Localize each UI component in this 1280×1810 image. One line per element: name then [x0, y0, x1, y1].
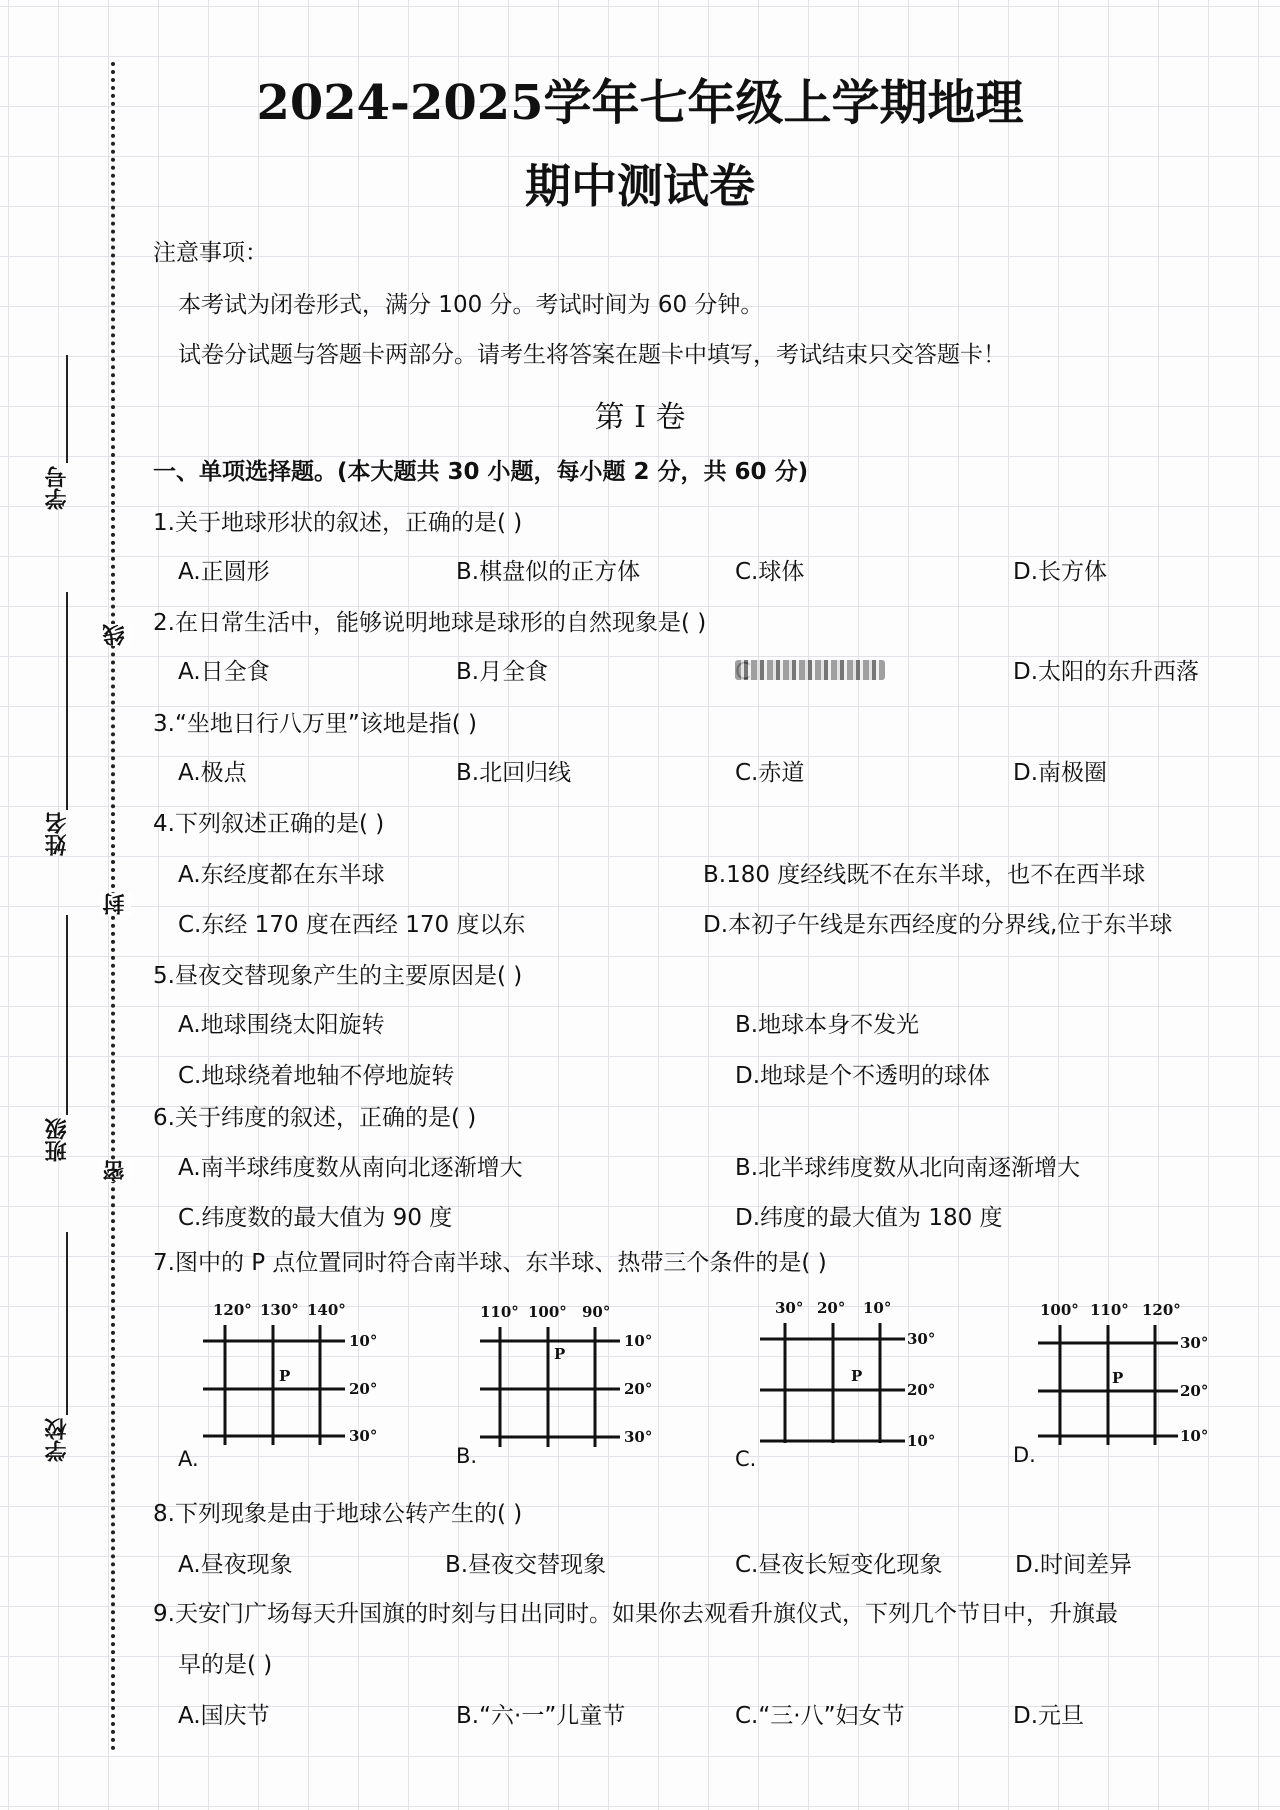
svg-text:30°: 30° — [1180, 1334, 1209, 1352]
svg-text:30°: 30° — [907, 1330, 936, 1348]
question-stem-continued: 早的是( ) — [178, 1652, 273, 1678]
option-c[interactable]: C.昼夜长短变化现象 — [735, 1552, 943, 1578]
svg-text:100°: 100° — [1040, 1301, 1079, 1319]
name-blank[interactable] — [66, 592, 68, 810]
option-c[interactable]: C. — [735, 1447, 757, 1471]
option-b[interactable]: B.棋盘似的正方体 — [456, 559, 641, 585]
student-id-label: 学号 — [45, 466, 70, 510]
svg-text:140°: 140° — [307, 1301, 346, 1319]
question-stem: 7.图中的 P 点位置同时符合南半球、东半球、热带三个条件的是( ) — [153, 1250, 827, 1276]
option-b[interactable]: B.地球本身不发光 — [735, 1012, 920, 1038]
svg-text:P: P — [554, 1345, 566, 1363]
option-a[interactable]: A.极点 — [178, 760, 247, 786]
name-label: 姓名 — [45, 812, 70, 856]
option-b[interactable]: B.“六·一”儿童节 — [456, 1703, 626, 1729]
option-b[interactable]: B.月全食 — [456, 659, 549, 685]
coordinate-grid-a — [195, 1295, 395, 1455]
option-d[interactable]: D.元旦 — [1013, 1703, 1085, 1729]
option-b[interactable]: B.昼夜交替现象 — [445, 1552, 607, 1578]
question-stem: 6.关于纬度的叙述，正确的是( ) — [153, 1105, 477, 1131]
option-b[interactable]: B. — [456, 1444, 478, 1468]
svg-text:P: P — [279, 1367, 291, 1385]
option-a[interactable]: A.国庆节 — [178, 1703, 270, 1729]
question-stem: 4.下列叙述正确的是( ) — [153, 811, 385, 837]
option-c[interactable]: C.纬度数的最大值为 90 度 — [178, 1205, 453, 1231]
option-a[interactable]: A.东经度都在东半球 — [178, 862, 385, 888]
option-d[interactable]: D.时间差异 — [1015, 1552, 1133, 1578]
option-b[interactable]: B.180 度经线既不在东半球，也不在西半球 — [703, 862, 1146, 888]
section-title: 第 I 卷 — [594, 400, 686, 435]
seal-mark-seal: 封 — [100, 893, 131, 915]
svg-text:120°: 120° — [1142, 1301, 1181, 1319]
svg-text:10°: 10° — [1180, 1427, 1209, 1445]
option-d[interactable]: D.纬度的最大值为 180 度 — [735, 1205, 1003, 1231]
option-c[interactable]: C.球体 — [735, 559, 805, 585]
class-blank[interactable] — [66, 915, 68, 1115]
notice-heading: 注意事项： — [153, 240, 268, 266]
seal-mark-secret: 密 — [100, 1160, 131, 1182]
svg-text:P: P — [1112, 1369, 1124, 1387]
option-a[interactable]: A.日全食 — [178, 659, 270, 685]
notice-line: 试卷分试题与答题卡两部分。请考生将答案在题卡中填写，考试结束只交答题卡！ — [178, 342, 1006, 368]
svg-text:P: P — [851, 1367, 863, 1385]
option-c[interactable]: C.东经 170 度在西经 170 度以东 — [178, 912, 526, 938]
svg-text:110°: 110° — [1090, 1301, 1129, 1319]
svg-text:10°: 10° — [907, 1432, 936, 1450]
svg-text:120°: 120° — [213, 1301, 252, 1319]
svg-text:20°: 20° — [817, 1299, 846, 1317]
svg-text:110°: 110° — [480, 1303, 519, 1321]
svg-text:30°: 30° — [624, 1428, 653, 1446]
option-a[interactable]: A. — [178, 1447, 199, 1471]
svg-text:130°: 130° — [260, 1301, 299, 1319]
svg-text:10°: 10° — [624, 1332, 653, 1350]
svg-text:20°: 20° — [907, 1381, 936, 1399]
svg-text:20°: 20° — [1180, 1382, 1209, 1400]
svg-text:10°: 10° — [863, 1299, 892, 1317]
option-c[interactable]: C.地球绕着地轴不停地旋转 — [178, 1063, 455, 1089]
option-d[interactable]: D.地球是个不透明的球体 — [735, 1063, 991, 1089]
option-d[interactable]: D.长方体 — [1013, 559, 1108, 585]
option-a[interactable]: A.南半球纬度数从南向北逐渐增大 — [178, 1155, 523, 1181]
svg-text:10°: 10° — [349, 1332, 378, 1350]
exam-subtitle: 期中测试卷 — [525, 159, 755, 213]
school-label: 学校 — [45, 1418, 70, 1462]
svg-text:30°: 30° — [349, 1427, 378, 1445]
question-stem: 8.下列现象是由于地球公转产生的( ) — [153, 1501, 523, 1527]
question-stem: 3.“坐地日行八万里”该地是指( ) — [153, 711, 478, 737]
option-d[interactable]: D.太阳的东升西落 — [1013, 659, 1200, 685]
svg-text:20°: 20° — [624, 1380, 653, 1398]
option-d[interactable]: D.南极圈 — [1013, 760, 1108, 786]
coordinate-grid-d — [1030, 1295, 1230, 1455]
svg-text:20°: 20° — [349, 1380, 378, 1398]
question-stem: 9.天安门广场每天升国旗的时刻与日出同时。如果你去观看升旗仪式，下列几个节日中，升旗最 — [153, 1601, 1118, 1627]
school-blank[interactable] — [66, 1232, 68, 1415]
option-c[interactable]: C.“三·八”妇女节 — [735, 1703, 905, 1729]
part-heading: 一、单项选择题。(本大题共 30 小题，每小题 2 分，共 60 分) — [153, 459, 809, 485]
question-stem: 5.昼夜交替现象产生的主要原因是( ) — [153, 963, 523, 989]
svg-text:100°: 100° — [528, 1303, 567, 1321]
svg-text:30°: 30° — [775, 1299, 804, 1317]
svg-text:90°: 90° — [582, 1303, 611, 1321]
class-label: 班级 — [45, 1118, 70, 1162]
notice-line: 本考试为闭卷形式，满分 100 分。考试时间为 60 分钟。 — [178, 292, 764, 318]
option-a[interactable]: A.昼夜现象 — [178, 1552, 293, 1578]
option-b[interactable]: B.北半球纬度数从北向南逐渐增大 — [735, 1155, 1081, 1181]
option-d[interactable]: D. — [1013, 1443, 1036, 1467]
obscured-text — [735, 660, 885, 680]
question-stem: 1.关于地球形状的叙述，正确的是( ) — [153, 510, 523, 536]
option-d[interactable]: D.本初子午线是东西经度的分界线,位于东半球 — [703, 912, 1173, 938]
coordinate-grid-b — [470, 1297, 670, 1457]
seal-mark-line: 线 — [100, 624, 131, 646]
option-a[interactable]: A.正圆形 — [178, 559, 270, 585]
question-stem: 2.在日常生活中，能够说明地球是球形的自然现象是( ) — [153, 610, 707, 636]
coordinate-grid-c — [755, 1293, 955, 1453]
option-b[interactable]: B.北回归线 — [456, 760, 572, 786]
option-a[interactable]: A.地球围绕太阳旋转 — [178, 1012, 385, 1038]
exam-title: 2024-2025学年七年级上学期地理 — [256, 75, 1024, 131]
option-c[interactable]: C.赤道 — [735, 760, 805, 786]
